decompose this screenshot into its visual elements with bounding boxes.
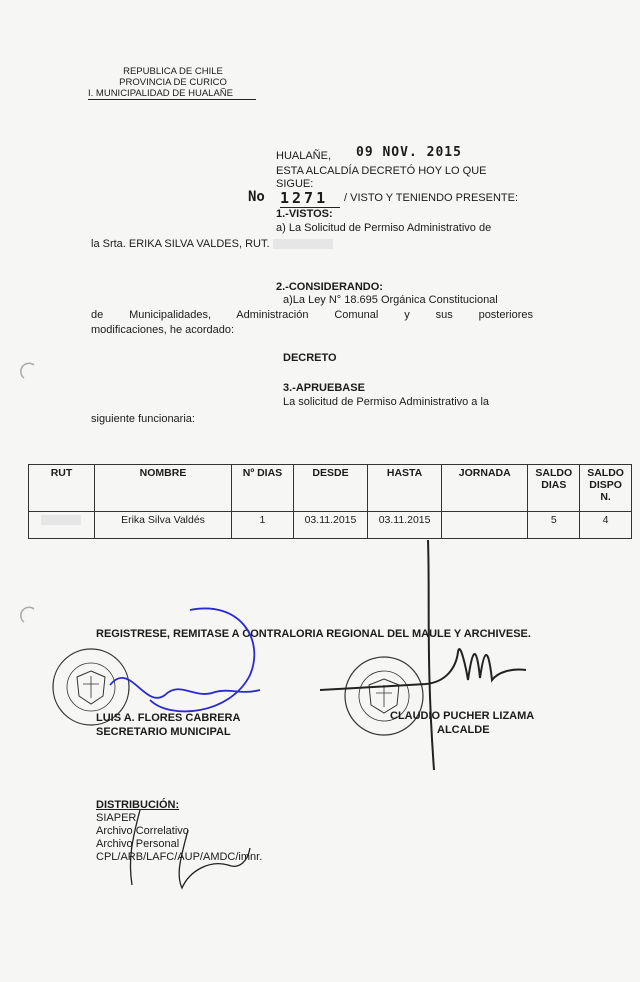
cell-saldo-dias: 5	[528, 512, 580, 539]
date-stamp: 09 NOV. 2015	[356, 145, 462, 160]
vistos-text-1: a) La Solicitud de Permiso Administrativo de	[276, 222, 492, 234]
distribution-title: DISTRIBUCIÓN:	[96, 799, 180, 811]
vistos-text-2-label: la Srta. ERIKA SILVA VALDES, RUT.	[91, 238, 270, 250]
cell-dias: 1	[232, 512, 294, 539]
vistos-title: 1.-VISTOS:	[276, 208, 333, 220]
alcalde-name: CLAUDIO PUCHER LIZAMA	[390, 710, 535, 722]
header-line-provincia: PROVINCIA DE CURICO	[119, 77, 227, 88]
cell-hasta: 03.11.2015	[368, 512, 442, 539]
decree-number: 1271	[280, 189, 340, 208]
col-saldo-dispon: SALDO DISPO N.	[580, 465, 632, 512]
table-row	[29, 512, 632, 539]
col-saldo-dias: SALDO DIAS	[528, 465, 580, 512]
decreto-title: DECRETO	[283, 352, 337, 364]
distribution-item: SIAPER	[96, 812, 137, 824]
table-header-row	[29, 465, 632, 512]
redacted-rut	[273, 239, 333, 249]
distribution-item: CPL/ARB/LAFC/AUP/AMDC/imnr.	[96, 851, 263, 863]
cell-desde: 03.11.2015	[293, 512, 367, 539]
considerando-title: 2.-CONSIDERANDO:	[276, 281, 383, 293]
punch-hole-mark-top	[20, 362, 36, 382]
apruebase-line-1: La solicitud de Permiso Administrativo a la	[283, 396, 490, 408]
col-nombre: NOMBRE	[94, 465, 231, 512]
cell-nombre: Erika Silva Valdés	[94, 512, 231, 539]
city-label: HUALAÑE,	[276, 150, 332, 162]
considerando-line-1: a)La Ley N° 18.695 Orgánica Constitucional	[283, 294, 498, 306]
col-desde: DESDE	[293, 465, 367, 512]
secretario-title: SECRETARIO MUNICIPAL	[96, 726, 231, 738]
alcalde-title: ALCALDE	[437, 724, 490, 736]
considerando-line-3: modificaciones, he acordado:	[91, 324, 235, 336]
cell-jornada	[442, 512, 528, 539]
distribution-item: Archivo Personal	[96, 838, 180, 850]
col-hasta: HASTA	[368, 465, 442, 512]
visto-text: / VISTO Y TENIENDO PRESENTE:	[344, 192, 519, 204]
permission-table	[28, 464, 632, 539]
cell-rut	[29, 512, 95, 539]
decree-line-1: ESTA ALCALDÍA DECRETÓ HOY LO QUE	[276, 165, 487, 177]
distribution-item: Archivo Correlativo	[96, 825, 189, 837]
closing-statement: REGISTRESE, REMITASE A CONTRALORIA REGIONAL DEL MAULE Y ARCHIVESE.	[96, 628, 531, 640]
redacted-rut-cell	[41, 515, 81, 525]
considerando-line-2: de Municipalidades, Administración Comunal y sus posteriores	[91, 309, 533, 321]
col-dias: Nº DIAS	[232, 465, 294, 512]
col-rut: RUT	[29, 465, 95, 512]
cell-saldo-dispon: 4	[580, 512, 632, 539]
apruebase-line-2: siguiente funcionaria:	[91, 413, 195, 425]
vistos-text-2	[91, 238, 333, 250]
number-label: No	[248, 189, 265, 205]
header-line-municipalidad: I. MUNICIPALIDAD DE HUALAÑE	[88, 88, 256, 100]
punch-hole-mark-bottom	[20, 606, 36, 626]
decree-line-2: SIGUE:	[276, 178, 314, 190]
secretario-name: LUIS A. FLORES CABRERA	[96, 712, 241, 724]
alcalde-signature	[316, 540, 536, 780]
col-jornada: JORNADA	[442, 465, 528, 512]
header-line-republica: REPUBLICA DE CHILE	[123, 66, 223, 77]
distribution-initials	[110, 800, 260, 890]
apruebase-title: 3.-APRUEBASE	[283, 382, 365, 394]
